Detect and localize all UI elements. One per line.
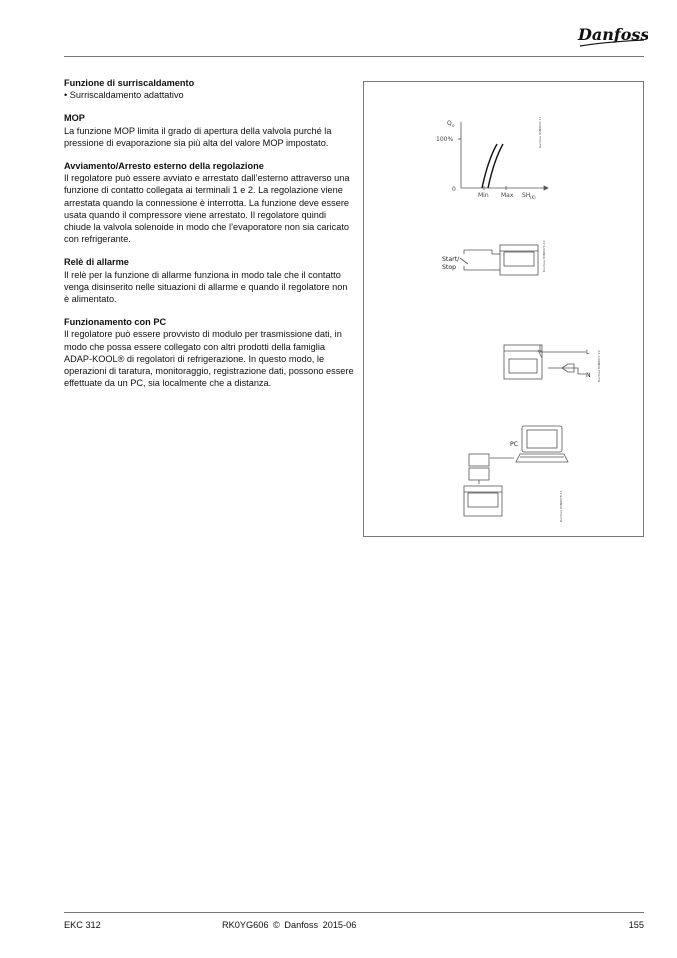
- brand-wordmark: Danfoss: [578, 25, 648, 44]
- danfoss-logo: [574, 20, 648, 50]
- pc-controller-body: [464, 486, 502, 516]
- pc-network-diagram: [464, 426, 568, 516]
- section-mop: [64, 112, 354, 149]
- chart-y-sub: o: [452, 123, 455, 128]
- section-bullet: • Surriscaldamento adattativo: [64, 89, 354, 101]
- start-stop-drawing-code: Danfoss 84N8076.10: [542, 240, 546, 272]
- section-pc-operation: [64, 316, 354, 389]
- start-stop-diagram: [460, 245, 538, 275]
- figures-panel: [363, 81, 644, 537]
- section-body: La funzione MOP limita il grado di apertura della valvola purché la pressione di evaporazione sia più alta del valore MOP impostato.: [64, 125, 332, 148]
- start-stop-switch: [460, 258, 468, 264]
- text-column: [64, 77, 354, 400]
- chart-x-label: SH: [522, 192, 531, 199]
- start-stop-wire-bottom: [464, 266, 492, 270]
- stop-label: Stop: [442, 264, 457, 271]
- section-body: Il relè per la funzione di allarme funziona in modo tale che il contatto venga disinserito nelle situazioni di allarme e quando il regolatore non è alimentato.: [64, 269, 348, 305]
- start-stop-wire-top: [464, 250, 492, 254]
- pc-keyboard: [516, 454, 568, 462]
- pc-gateway-module: [469, 468, 489, 480]
- chart-curve-2: [488, 144, 503, 188]
- chart-tick-zero-label: 0: [452, 186, 456, 193]
- header-divider: [64, 56, 644, 57]
- pc-interface-module: [469, 454, 489, 466]
- pc-label: PC: [510, 441, 519, 448]
- section-heading: Funzionamento con PC: [64, 317, 167, 328]
- pc-controller-display: [468, 493, 498, 507]
- capacity-superheat-chart: [458, 122, 548, 190]
- section-body: Il regolatore può essere avviato e arrestato dall’esterno attraverso una funzione di contatto collegata ai terminali 1 e 2. La regolazione viene arrestata quando la connessione è interrotta. La funzione deve essere usata quando il compressore viene arrestato. Il regolatore quindi chiude la valvola solenoide in modo che l’evaporatore non sia caricato con refrigerante.: [64, 173, 350, 245]
- footer-page-number: 155: [628, 920, 644, 930]
- alarm-drawing-code: Danfoss 84N8077.10: [597, 350, 601, 382]
- section-alarm-relay: [64, 256, 354, 305]
- alarm-wire-l: [540, 345, 586, 352]
- chart-drawing-code: Danfoss 84N8045.11: [538, 116, 542, 148]
- alarm-label-l: L: [586, 349, 590, 356]
- chart-x-arrow: [544, 186, 548, 190]
- section-heading: Relè di allarme: [64, 257, 129, 268]
- start-stop-controller-display: [504, 252, 534, 266]
- section-start-stop: [64, 160, 354, 245]
- pc-drawing-code: Danfoss 84N8078.11: [559, 490, 563, 522]
- alarm-controller-body: [504, 345, 542, 379]
- chart-x-tick-max: Max: [501, 192, 514, 199]
- footer-doc-ref: RK0YG606 © Danfoss 2015-06: [222, 920, 357, 930]
- alarm-label-n: N: [586, 372, 591, 379]
- section-heading: Avviamento/Arresto esterno della regolazione: [64, 161, 264, 172]
- chart-x-unit: (K): [530, 195, 536, 200]
- chart-tick-top-label: 100%: [436, 136, 454, 143]
- start-stop-controller-body: [500, 245, 538, 275]
- alarm-relay-diagram: [504, 345, 586, 379]
- footer-divider: [64, 912, 644, 913]
- chart-y-label: Q: [447, 120, 452, 127]
- start-label: Start/: [442, 256, 460, 263]
- section-heading: Funzione di surriscaldamento: [64, 78, 195, 88]
- figures-drawing: [364, 82, 645, 538]
- footer-product: EKC 312: [64, 920, 101, 930]
- pc-screen: [527, 430, 557, 448]
- section-heading: MOP: [64, 113, 85, 124]
- chart-x-tick-min: Min: [478, 192, 489, 199]
- alarm-controller-display: [509, 359, 537, 373]
- section-superheat: [64, 77, 354, 101]
- section-body: Il regolatore può essere provvisto di modulo per trasmissione dati, in modo che possa essere collegato con altri prodotti della famiglia ADAP-KOOL® di regolatori di refrigerazione. In questo modo, le operazioni di taratura, monitoraggio, registrazione dati, possono essere effettuate da un PC, sia localmente che a distanza.: [64, 329, 354, 389]
